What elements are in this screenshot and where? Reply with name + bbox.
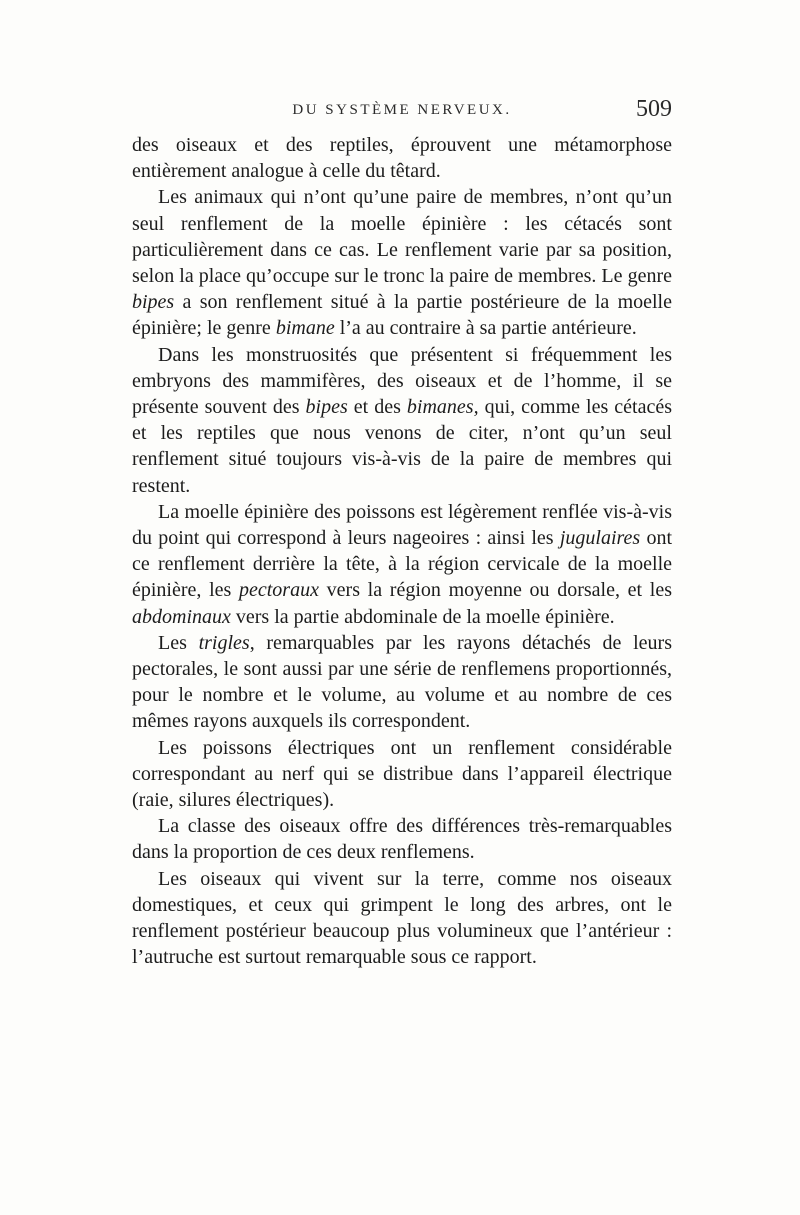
term-bipes: bipes: [305, 396, 348, 419]
paragraph-1: des oiseaux et des reptiles, éprouvent une métamorphose entièrement analogue à celle du têtard.: [132, 134, 672, 183]
running-head: DU SYSTÈME NERVEUX.: [292, 102, 512, 118]
term-abdominaux: abdominaux: [132, 605, 231, 628]
paragraph-6: Les poissons électriques ont un renflement considérable correspondant au nerf qui se distribue dans l’appareil électrique (raie, silures électriques).: [132, 736, 672, 812]
page-number: 509: [636, 96, 672, 122]
term-pectoraux: pectoraux: [239, 579, 319, 602]
paragraph-4: La moelle épinière des poissons est légèrement renflée vis-à-vis du point qui correspond à leurs nageoires : ainsi les jugulaires ont ce renflement derrière la tête, à la région cervicale de la moelle épinière, les pectoraux vers la région moyenne ou dorsale, et les abdominaux vers la partie abdominale de la moelle épinière.: [132, 500, 673, 628]
paragraph-3: Dans les monstruosités que présentent si fréquemment les embryons des mammifères, des oiseaux et de l’homme, il se présente souvent des bipes et des bimanes, qui, comme les cétacés et les reptiles que nous venons de citer, n’ont qu’un seul renflement situé toujours vis-à-vis de la paire de membres qui restent.: [132, 343, 672, 497]
paragraph-5: Les trigles, remarquables par les rayons détachés de leurs pectorales, le sont aussi par une série de renflemens proportionnés, pour le nombre et le volume, au volume et au nombre de ces mêmes rayons auxquels ils correspondent.: [132, 631, 672, 733]
paragraph-7: La classe des oiseaux offre des différences très-remarquables dans la proportion de ces deux renflemens.: [132, 815, 672, 864]
body-text: [132, 132, 672, 971]
genus-bipes: bipes: [132, 291, 175, 314]
paragraph-8: Les oiseaux qui vivent sur la terre, comme nos oiseaux domestiques, et ceux qui grimpent le long des arbres, ont le renflement postérieur beaucoup plus volumineux que l’antérieur : l’autruche est surtout remarquable sous ce rapport.: [132, 867, 672, 969]
term-trigles: trigles: [198, 631, 250, 654]
term-jugulaires: jugulaires: [559, 527, 641, 550]
genus-bimane: bimane: [275, 317, 335, 340]
page-header: [132, 96, 672, 136]
term-bimanes: bimanes,: [406, 396, 479, 419]
paragraph-2: Les animaux qui n’ont qu’une paire de membres, n’ont qu’un seul renflement de la moelle épinière : les cétacés sont particulièrement dans ce cas. Le renflement varie par sa position, selon la place qu’occupe sur le tronc la paire de membres. Le genre bipes a son renflement situé à la partie postérieure de la moelle épinière; le genre bimane l’a au contraire à sa partie antérieure.: [132, 186, 672, 340]
